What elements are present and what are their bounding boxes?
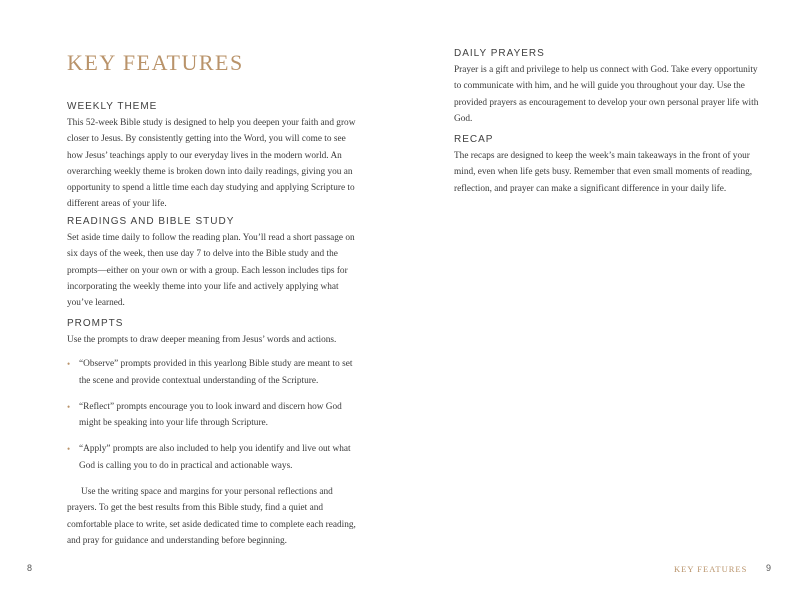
recap-heading: RECAP (454, 134, 494, 145)
readings-section (67, 216, 357, 311)
bullet-icon: • (67, 359, 71, 370)
bullet-icon: • (67, 444, 71, 455)
page-title: KEY FEATURES (67, 50, 244, 75)
weekly-theme-body: This 52-week Bible study is designed to help you deepen your faith and grow closer to Jesus. By consistently getting into the Word, you will come to see how Jesus’ teachings apply to our everyday lives in the modern world. An overarching weekly theme is broken down into daily readings, giving you an opportunity to spend a little time each day studying and applying Scripture to different areas of your life. (67, 118, 356, 210)
prompts-heading: PROMPTS (67, 318, 124, 329)
recap-section (454, 134, 766, 197)
list-item: • “Reflect” prompts encourage you to look inward and discern how God might be speaking into your life through Scripture. (67, 399, 357, 432)
page-number-left: 8 (27, 563, 33, 573)
prompts-section (67, 318, 357, 549)
footer-title: KEY FEATURES (674, 564, 748, 574)
prompts-intro: Use the prompts to draw deeper meaning from Jesus’ words and actions. (67, 335, 337, 345)
readings-body: Set aside time daily to follow the reading plan. You’ll read a short passage on six days of the week, then use day 7 to delve into the Bible study and the prompts—either on your own or with a group. Each lesson includes tips for incorporating the weekly theme into your life and actively applying what you’ve learned. (67, 233, 355, 309)
recap-body: The recaps are designed to keep the week’s main takeaways in the front of your mind, even when life gets busy. Remember that even small moments of reading, reflection, and prayer can make a significant difference in your daily life. (454, 151, 753, 194)
daily-prayers-heading: DAILY PRAYERS (454, 48, 545, 59)
list-item: • “Apply” prompts are also included to help you identify and live out what God is calling you to do in practical and actionable ways. (67, 441, 357, 474)
list-item: • “Observe” prompts provided in this yearlong Bible study are meant to set the scene and provide contextual understanding of the Scripture. (67, 356, 357, 389)
prompts-closing: Use the writing space and margins for your personal reflections and prayers. To get the best results from this Bible study, find a quiet and comfortable place to write, set aside dedicated time to complete each reading, and pray for guidance and understanding before beginning. (67, 487, 356, 546)
page-number-right: 9 (766, 563, 772, 573)
weekly-theme-section (67, 101, 357, 213)
daily-prayers-section (454, 48, 766, 127)
readings-heading: READINGS AND BIBLE STUDY (67, 216, 235, 227)
prompts-list (67, 356, 357, 474)
daily-prayers-body: Prayer is a gift and privilege to help us connect with God. Take every opportunity to communicate with him, and he will guide you throughout your day. Use the provided prayers as encouragement to develop your own personal prayer life with God. (454, 65, 759, 124)
bullet-icon: • (67, 401, 71, 412)
weekly-theme-heading: WEEKLY THEME (67, 101, 158, 112)
